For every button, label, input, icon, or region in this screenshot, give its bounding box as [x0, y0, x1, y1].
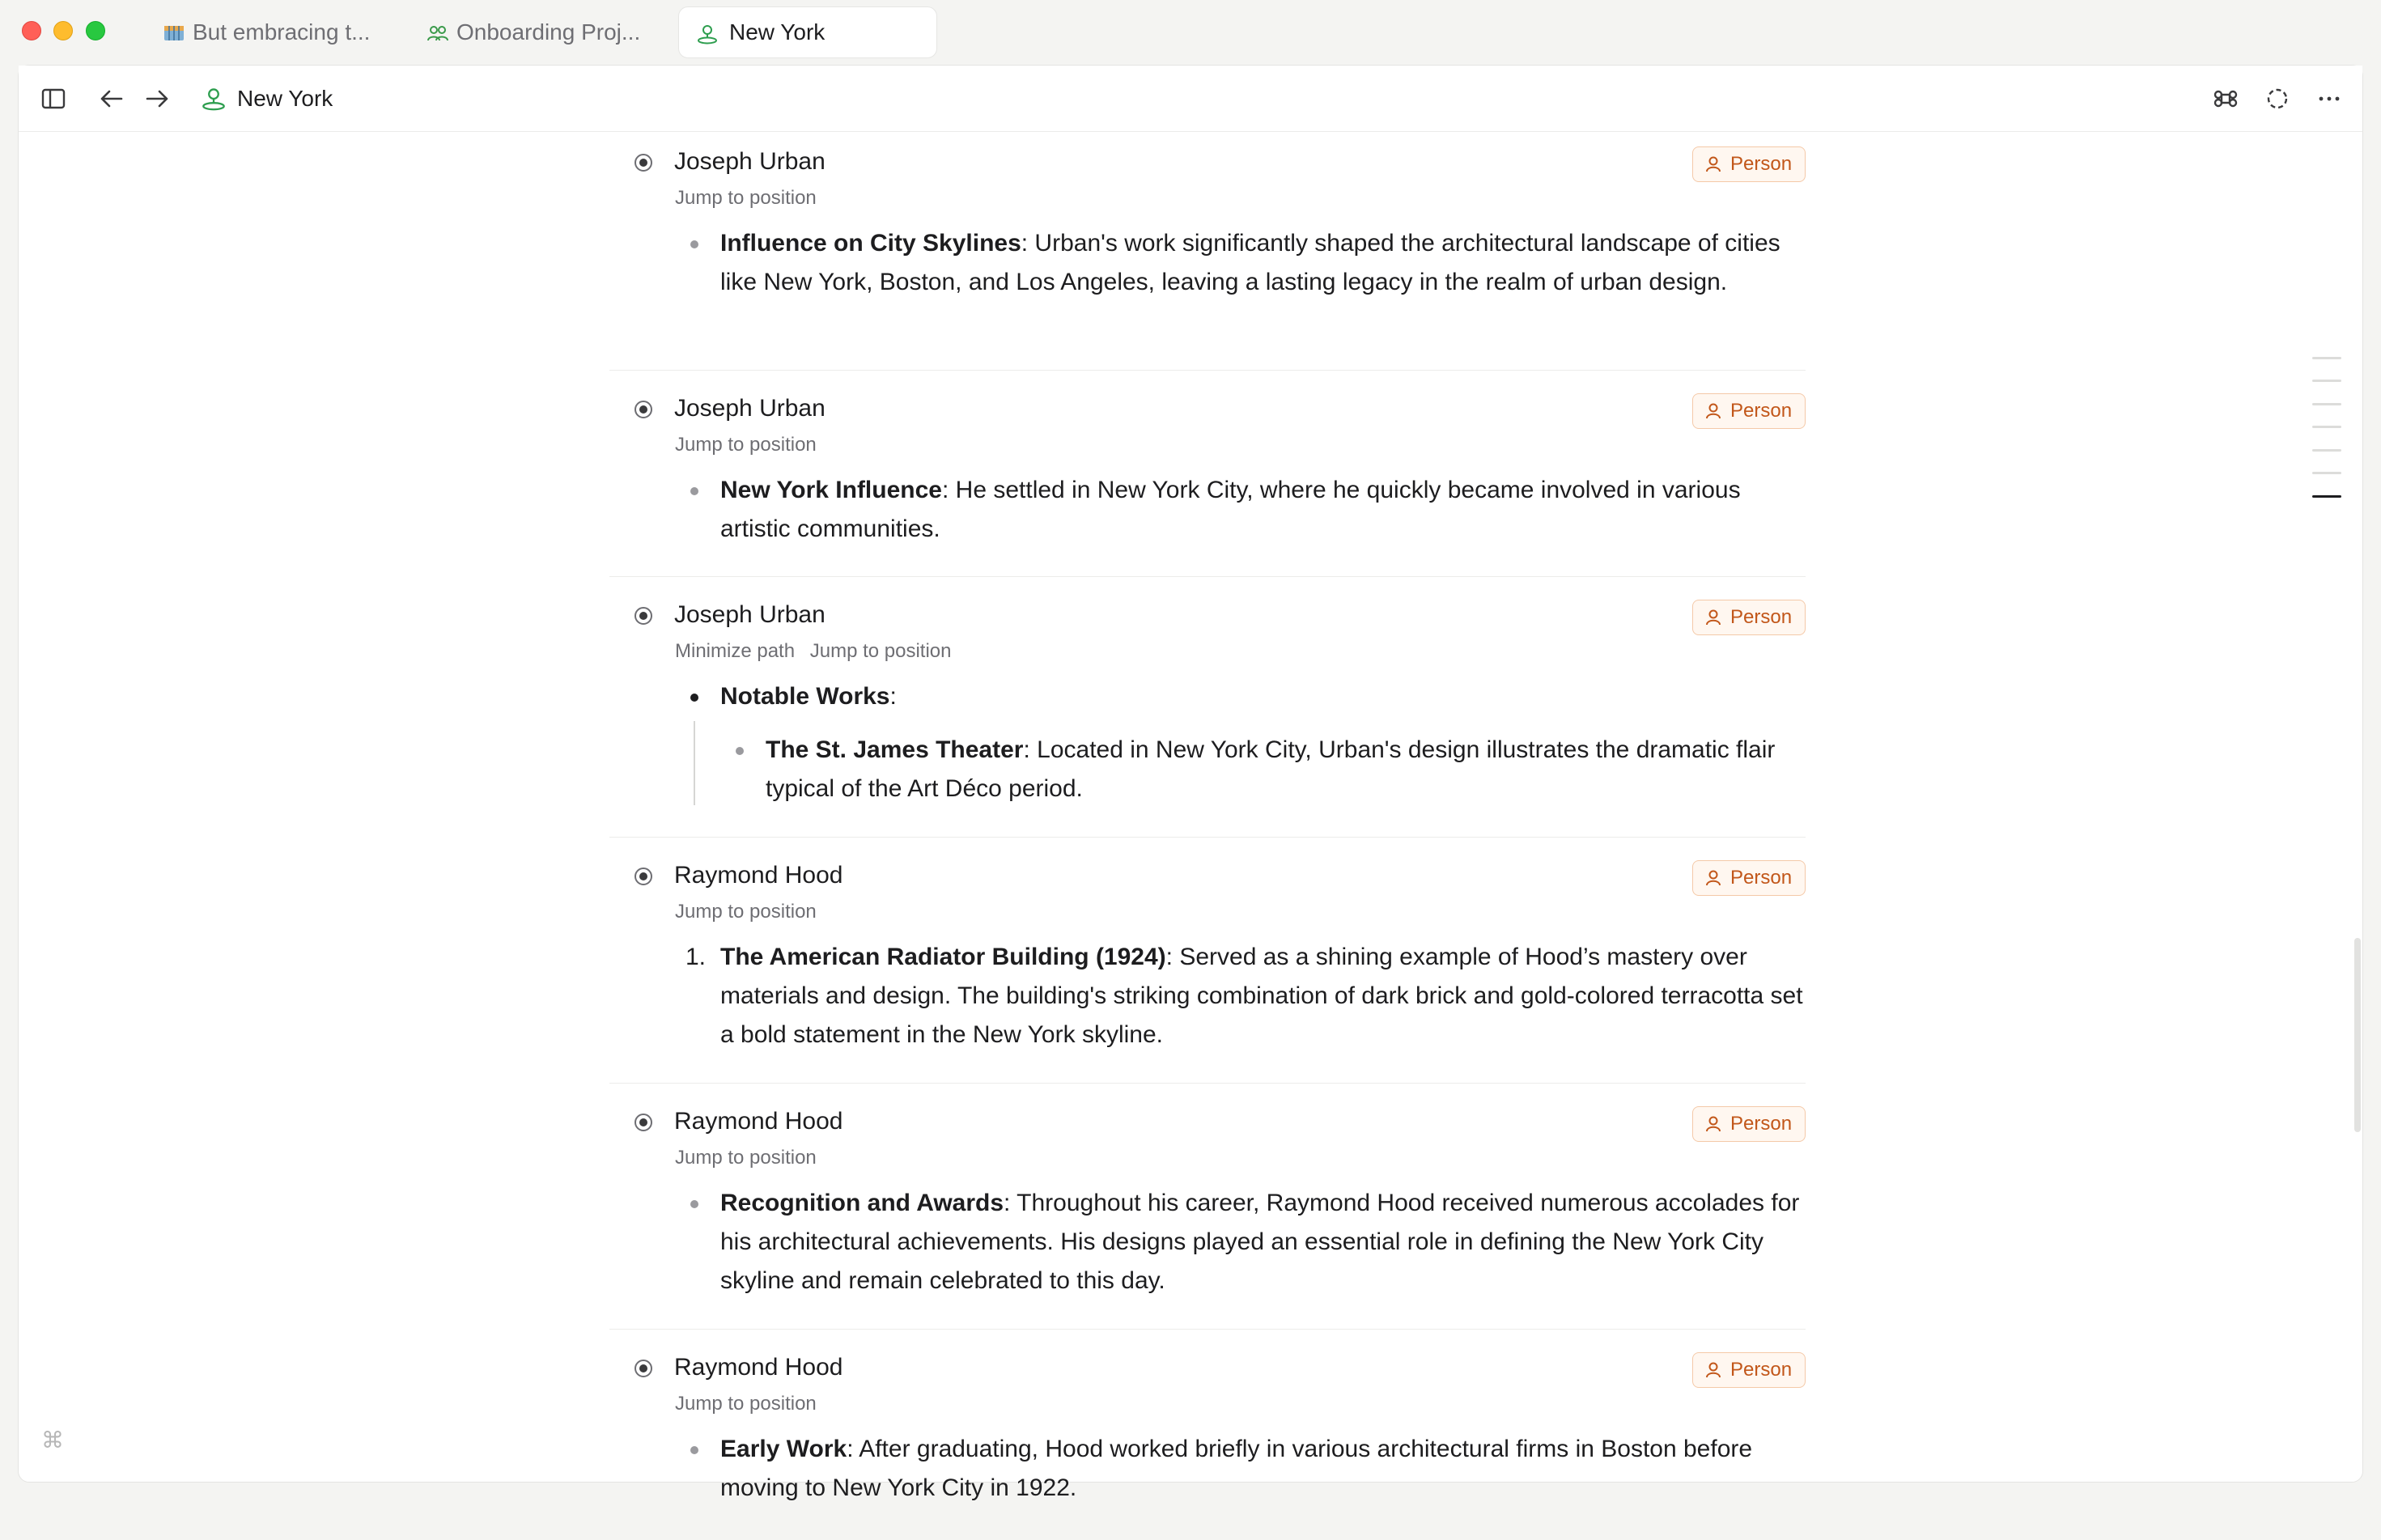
jump-to-position-link[interactable]: Jump to position	[675, 187, 817, 209]
target-icon[interactable]	[634, 1359, 653, 1378]
number-marker: 1.	[685, 944, 707, 970]
reference-list	[609, 132, 1806, 1540]
person-badge[interactable]: Person	[1692, 393, 1806, 429]
maximize-window-button[interactable]	[86, 21, 105, 40]
scrollbar-thumb[interactable]	[2354, 938, 2361, 1132]
reference-block	[609, 1084, 1806, 1330]
person-badge[interactable]: Person	[1692, 600, 1806, 635]
forward-button[interactable]	[140, 82, 174, 116]
sync-button[interactable]	[2260, 82, 2294, 116]
tab-new-york[interactable]	[678, 6, 937, 58]
target-icon[interactable]	[634, 1113, 653, 1132]
person-badge[interactable]: Person	[1692, 146, 1806, 182]
reference-title[interactable]: Joseph Urban	[674, 148, 825, 175]
person-badge[interactable]: Person	[1692, 1352, 1806, 1388]
ellipsis-icon	[2317, 95, 2341, 103]
jump-to-position-link[interactable]: Jump to position	[809, 640, 952, 662]
bullet-marker	[690, 240, 698, 248]
back-button[interactable]	[95, 82, 129, 116]
outline-tick[interactable]	[2312, 472, 2341, 474]
person-badge[interactable]: Person	[1692, 1106, 1806, 1142]
target-icon[interactable]	[634, 400, 653, 419]
reference-block	[609, 371, 1806, 577]
person-icon	[1704, 1361, 1722, 1379]
outline-tick-active[interactable]	[2312, 495, 2341, 498]
backlinks-content	[19, 132, 2362, 1501]
reference-actions	[675, 434, 826, 456]
reference-title[interactable]: Raymond Hood	[674, 1354, 843, 1381]
arrow-right-icon	[145, 88, 169, 109]
reference-block	[609, 132, 1806, 371]
location-icon	[202, 87, 226, 111]
target-icon[interactable]	[634, 867, 653, 886]
person-badge[interactable]: Person	[1692, 860, 1806, 896]
main-panel	[18, 65, 2363, 1501]
reference-actions	[675, 187, 826, 210]
graph-button[interactable]	[2209, 82, 2243, 116]
person-icon	[1704, 1115, 1722, 1133]
outline-tick[interactable]	[2312, 449, 2341, 452]
jump-to-position-link[interactable]: Jump to position	[675, 901, 817, 923]
reference-block	[609, 1330, 1806, 1540]
toolbar	[19, 66, 2362, 132]
reference-title[interactable]: Joseph Urban	[674, 601, 825, 628]
reference-title[interactable]: Raymond Hood	[674, 862, 843, 889]
target-icon[interactable]	[634, 606, 653, 626]
outline-tick[interactable]	[2312, 426, 2341, 428]
tab-onboarding-project[interactable]	[427, 6, 670, 58]
jump-to-position-link[interactable]: Jump to position	[675, 1393, 817, 1415]
bullet-marker	[690, 487, 698, 495]
minimize-path-link[interactable]: Minimize path	[675, 640, 796, 662]
bullet-marker	[690, 1200, 698, 1208]
reference-actions	[675, 901, 826, 923]
list-item: Early Work: After graduating, Hood worked briefly in various architectural firms in Boston before moving to New York City in 1922.	[720, 1436, 1753, 1501]
person-icon	[1704, 609, 1722, 626]
outline-tick[interactable]	[2312, 380, 2341, 382]
target-icon[interactable]	[634, 153, 653, 172]
outline-tick[interactable]	[2312, 357, 2341, 359]
breadcrumb[interactable]	[202, 82, 333, 116]
more-options-button[interactable]	[2312, 82, 2346, 116]
reference-title[interactable]: Raymond Hood	[674, 1108, 843, 1135]
reference-actions	[675, 1393, 826, 1415]
command-hint-icon[interactable]: ⌘	[41, 1427, 64, 1453]
sidebar-icon	[41, 88, 66, 109]
tab-label: Onboarding Proj...	[456, 19, 641, 45]
bullet-marker	[690, 694, 698, 702]
reference-title[interactable]: Joseph Urban	[674, 395, 825, 422]
outline-tick[interactable]	[2312, 403, 2341, 405]
list-item: Influence on City Skylines: Urban's work significantly shaped the architectural landscape of cities like New York, Boston, and Los Angeles, leaving a lasting legacy in the realm of urban design.	[720, 230, 1780, 295]
person-icon	[1704, 402, 1722, 420]
list-item: The American Radiator Building (1924): Served as a shining example of Hood’s mastery over materials and design. The building's striking combination of dark brick and gold-colored terracotta set a bold statement in the New York skyline.	[720, 944, 1803, 1048]
arrow-left-icon	[100, 88, 124, 109]
bullet-marker	[736, 747, 744, 755]
tab-label: But embracing t...	[193, 19, 371, 45]
person-icon	[1704, 155, 1722, 173]
tab-label: New York	[729, 19, 825, 45]
breadcrumb-label: New York	[237, 86, 333, 111]
tab-but-embracing[interactable]	[163, 6, 406, 58]
list-item: Notable Works:	[720, 683, 897, 710]
location-icon	[697, 23, 718, 45]
sync-circle-icon	[2265, 87, 2290, 111]
jump-to-position-link[interactable]: Jump to position	[675, 434, 817, 456]
tab-bar	[0, 0, 2381, 65]
bullet-marker	[690, 1446, 698, 1454]
person-icon	[1704, 869, 1722, 887]
list-item: New York Influence: He settled in New York City, where he quickly became involved in various artistic communities.	[720, 477, 1741, 542]
map-icon	[163, 23, 185, 44]
indent-guide	[694, 721, 695, 805]
list-item: The St. James Theater: Located in New York City, Urban's design illustrates the dramatic flair typical of the Art Déco period.	[766, 736, 1776, 802]
reference-actions	[675, 1147, 826, 1169]
minimize-window-button[interactable]	[53, 21, 73, 40]
sidebar-toggle-button[interactable]	[36, 82, 70, 116]
jump-to-position-link[interactable]: Jump to position	[675, 1147, 817, 1169]
close-window-button[interactable]	[22, 21, 41, 40]
command-icon	[2213, 87, 2238, 111]
reference-block	[609, 838, 1806, 1084]
list-item: Recognition and Awards: Throughout his career, Raymond Hood received numerous accolades for his architectural achievements. His designs played an essential role in defining the New York City skyline and remain celebrated to this day.	[720, 1190, 1800, 1294]
people-icon	[427, 23, 448, 44]
reference-block	[609, 577, 1806, 838]
reference-actions	[675, 640, 961, 663]
